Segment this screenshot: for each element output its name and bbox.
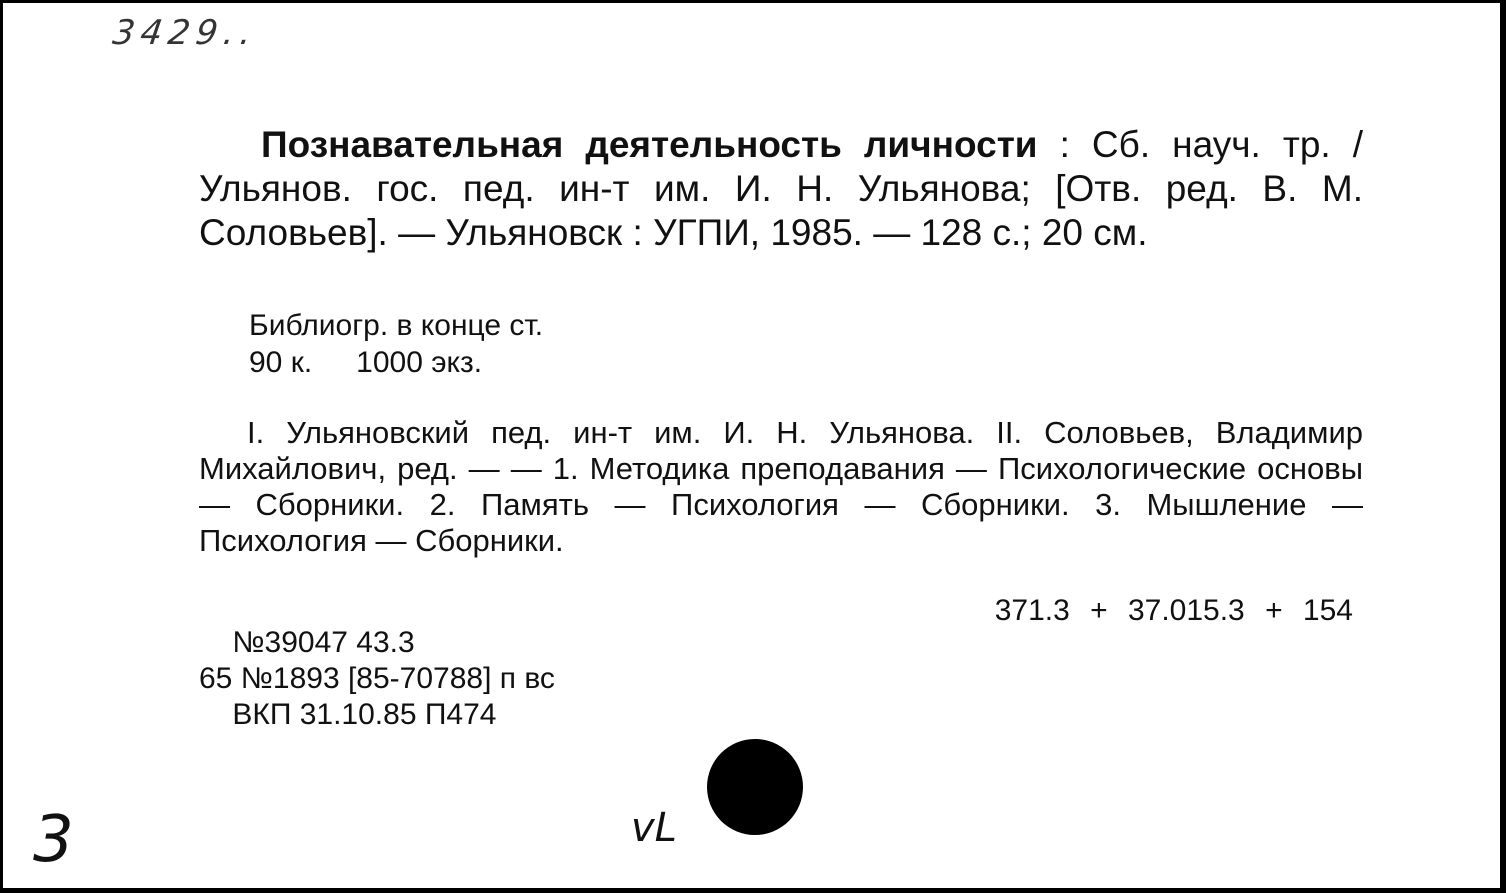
subject-tracings: I. Ульяновский пед. ин-т им. И. Н. Ульянова. II. Соловьев, Владимир Михайлович, ред. — — 1. Методика преподавания — Психологические основы — Сборники. 2. Память — Психология — Сборники. 3. Мышление — Психология — Сборники. — [199, 415, 1363, 558]
imprint-line-3: ВКП 31.10.85 П474 — [199, 698, 497, 731]
imprint-block — [199, 625, 555, 733]
imprint-line-2: 65 №1893 [85-70788] п вс — [199, 662, 555, 695]
handwritten-corner-mark: 3 — [33, 803, 74, 877]
copies: 1000 экз. — [356, 346, 483, 379]
description-text: : Сб. науч. тр. / Ульянов. гос. пед. ин-т им. И. Н. Ульянова; [Отв. ред. В. М. Соловьев]. — Ульяновск : УГПИ, 1985. — 128 с.; 20 см. — [199, 124, 1363, 253]
book-title: Познавательная деятельность личности — [261, 124, 1038, 165]
imprint-line-1: №39047 43.3 — [199, 626, 415, 659]
black-dot-mark — [707, 739, 803, 835]
bibliography-note: Библиогр. в конце ст. — [249, 309, 544, 342]
price-copies-line — [249, 344, 543, 381]
bibliographic-description — [199, 123, 1363, 255]
handwritten-inventory-number: 3429.. — [110, 13, 260, 53]
notes-block — [249, 307, 543, 381]
classification-index: 371.3 + 37.015.3 + 154 — [994, 594, 1353, 627]
handwritten-initials: vL — [631, 805, 677, 851]
price: 90 к. — [249, 346, 313, 379]
description-paragraph — [199, 123, 1363, 255]
